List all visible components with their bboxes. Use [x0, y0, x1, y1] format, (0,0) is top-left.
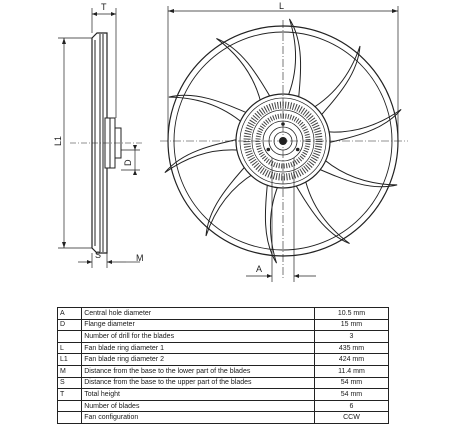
- cell-symbol: T: [58, 389, 82, 401]
- label-t: T: [101, 2, 107, 12]
- cell-value: 15 mm: [314, 319, 388, 331]
- cell-description: Number of blades: [82, 400, 315, 412]
- cell-description: Fan configuration: [82, 412, 315, 424]
- table-row: [58, 377, 389, 389]
- cell-symbol: S: [58, 377, 82, 389]
- label-l1: L1: [53, 135, 63, 146]
- cell-value: 3: [314, 331, 388, 343]
- cell-value: 6: [314, 400, 388, 412]
- cell-symbol: L: [58, 342, 82, 354]
- cell-description: Distance from the base to the lower part of the blades: [82, 365, 315, 377]
- cell-symbol: D: [58, 319, 82, 331]
- table-row: [58, 412, 389, 424]
- label-l: L: [279, 1, 285, 11]
- label-s: S: [95, 250, 102, 260]
- cell-description: Flange diameter: [82, 319, 315, 331]
- table-row: [58, 365, 389, 377]
- cell-description: Fan blade ring diameter 1: [82, 342, 315, 354]
- dimension-s-m: [78, 253, 140, 268]
- table-row: [58, 342, 389, 354]
- cell-value: 11.4 mm: [314, 365, 388, 377]
- cell-description: Number of drill for the blades: [82, 331, 315, 343]
- cell-value: 435 mm: [314, 342, 388, 354]
- table-row: [58, 319, 389, 331]
- label-m: M: [136, 253, 144, 263]
- cell-symbol: [58, 331, 82, 343]
- cell-value: 424 mm: [314, 354, 388, 366]
- table-row: [58, 400, 389, 412]
- cell-symbol: L1: [58, 354, 82, 366]
- label-d: D: [123, 159, 133, 166]
- cell-symbol: A: [58, 308, 82, 320]
- spec-table: [57, 307, 389, 424]
- table-row: [58, 308, 389, 320]
- side-view: [70, 33, 142, 253]
- cell-value: CCW: [314, 412, 388, 424]
- cell-value: 54 mm: [314, 377, 388, 389]
- front-view: [160, 19, 408, 280]
- cell-description: Distance from the base to the upper part of the blades: [82, 377, 315, 389]
- table-row: [58, 331, 389, 343]
- cell-symbol: M: [58, 365, 82, 377]
- cell-symbol: [58, 400, 82, 412]
- table-row: [58, 389, 389, 401]
- cell-symbol: [58, 412, 82, 424]
- cell-description: Fan blade ring diameter 2: [82, 354, 315, 366]
- cell-description: Central hole diameter: [82, 308, 315, 320]
- label-a: A: [256, 264, 263, 274]
- cell-value: 54 mm: [314, 389, 388, 401]
- cell-value: 10.5 mm: [314, 308, 388, 320]
- dimension-t: [92, 8, 116, 118]
- cell-description: Total height: [82, 389, 315, 401]
- table-row: [58, 354, 389, 366]
